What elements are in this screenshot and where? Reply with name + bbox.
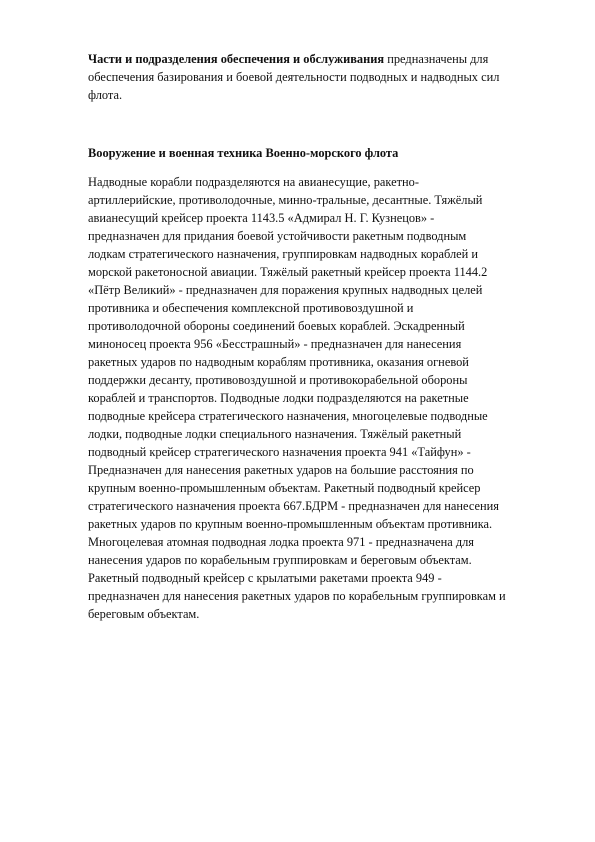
section-heading: Вооружение и военная техника Военно-морского флота <box>88 146 399 160</box>
body-line: противника и обеспечения комплексной противовоздушной и <box>88 301 414 315</box>
body-line: противолодочной обороны соединений боевых кораблей. Эскадренный <box>88 319 465 333</box>
body-line: предназначен для нанесения ракетных ударов по корабельным группировкам и <box>88 589 506 603</box>
body-line: лодкам стратегического назначения, группировкам надводных кораблей и <box>88 247 479 261</box>
body-line: поддержки десанту, противовоздушной и противокорабельной обороны <box>88 373 468 387</box>
body-line: морской ракетоносной авиации. Тяжёлый ракетный крейсер проекта 1144.2 <box>88 265 488 279</box>
intro-paragraph <box>88 50 518 104</box>
intro-bold-phrase: Части и подразделения обеспечения и обслуживания <box>88 52 385 66</box>
intro-line: флота. <box>88 88 123 102</box>
body-line: Предназначен для нанесения ракетных ударов на большие расстояния по <box>88 463 474 477</box>
body-line: ракетных ударов по надводным кораблям противника, оказания огневой <box>88 355 469 369</box>
body-paragraph <box>88 173 518 623</box>
body-line: Многоцелевая атомная подводная лодка проекта 971 - предназначена для <box>88 535 475 549</box>
body-line: авианесущий крейсер проекта 1143.5 «Адмирал Н. Г. Кузнецов» - <box>88 211 435 225</box>
body-line: Ракетный подводный крейсер с крылатыми ракетами проекта 949 - <box>88 571 442 585</box>
body-line: нанесения ударов по корабельным группировкам и береговым объектам. <box>88 553 472 567</box>
body-line: предназначен для придания боевой устойчивости ракетным подводным <box>88 229 467 243</box>
body-line: стратегического назначения проекта 667.БДРМ - предназначен для нанесения <box>88 499 499 513</box>
body-line: лодки, подводные лодки специального назначения. Тяжёлый ракетный <box>88 427 462 441</box>
body-line: «Пётр Великий» - предназначен для поражения крупных надводных целей <box>88 283 483 297</box>
body-line: подводный крейсер стратегического назначения проекта 941 «Тайфун» - <box>88 445 471 459</box>
intro-line-text: предназначены для <box>384 52 489 66</box>
body-line: ракетных ударов по крупным военно-промышленным объектам противника. <box>88 517 493 531</box>
body-line: миноносец проекта 956 «Бесстрашный» - предназначен для нанесения <box>88 337 462 351</box>
body-line: крупным военно-промышленным объектам. Ракетный подводный крейсер <box>88 481 481 495</box>
body-line: кораблей и транспортов. Подводные лодки подразделяются на ракетные <box>88 391 469 405</box>
intro-line: обеспечения базирования и боевой деятельности подводных и надводных сил <box>88 70 500 84</box>
body-line: береговым объектам. <box>88 607 200 621</box>
body-line: подводные крейсера стратегического назначения, многоцелевые подводные <box>88 409 488 423</box>
intro-line <box>88 50 518 68</box>
body-line: Надводные корабли подразделяются на авианесущие, ракетно- <box>88 175 420 189</box>
body-line: артиллерийские, противолодочные, минно-тральные, десантные. Тяжёлый <box>88 193 483 207</box>
